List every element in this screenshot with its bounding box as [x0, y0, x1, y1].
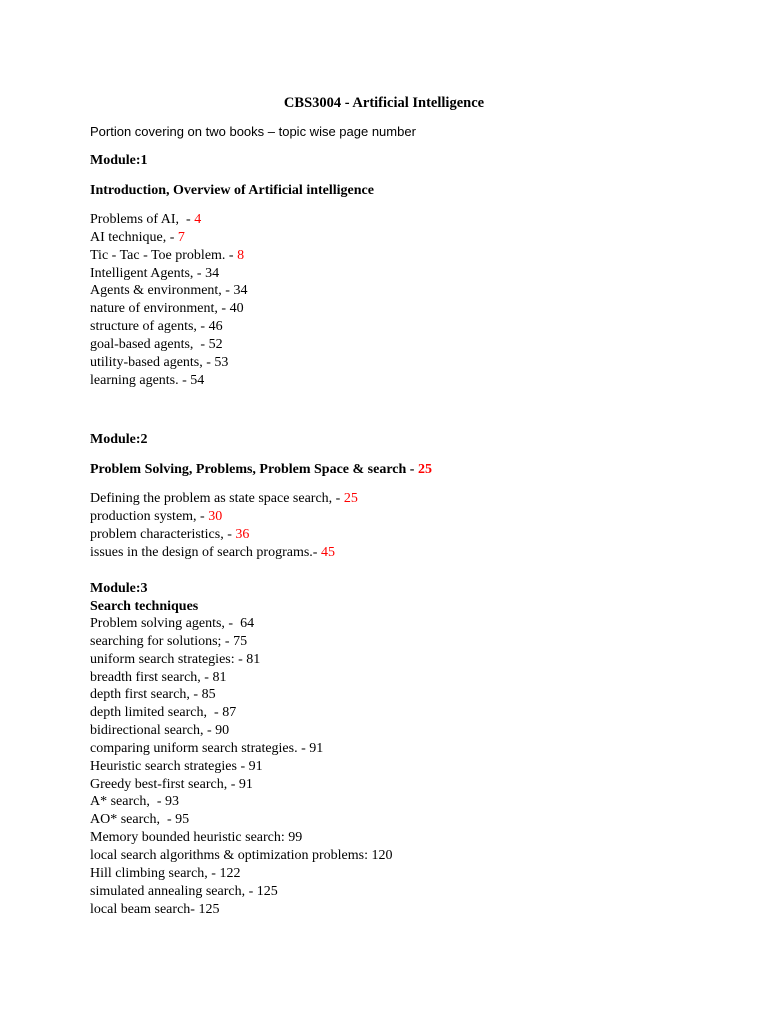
- topic-page-number: 122: [219, 865, 241, 881]
- topic-line: [90, 686, 393, 704]
- topic-page-number: 99: [288, 830, 303, 846]
- topic-page-number: 46: [208, 319, 223, 335]
- topic-line: [90, 544, 358, 562]
- topic-text: AI technique, -: [90, 229, 178, 245]
- module-2-label: [90, 431, 148, 449]
- module-label: Module:1: [90, 153, 148, 168]
- topic-line: [90, 901, 393, 919]
- topic-page-number: 93: [165, 794, 180, 810]
- topic-page-number: 53: [214, 354, 229, 370]
- topic-text: production system, -: [90, 508, 209, 524]
- topic-text: Hill climbing search, -: [90, 865, 220, 881]
- topic-line: [90, 669, 393, 687]
- topic-text: Problem solving agents, -: [90, 616, 241, 631]
- topic-text: Agents & environment, -: [90, 283, 234, 299]
- topic-page-number: 87: [222, 705, 237, 721]
- topic-line: [90, 651, 393, 669]
- topic-text: Greedy best-first search, -: [90, 776, 239, 792]
- module-heading-text: Problem Solving, Problems, Problem Space & search -: [90, 462, 418, 477]
- module-2-topic-list: [90, 490, 358, 561]
- module-label: Module:3: [90, 581, 148, 596]
- topic-line: [90, 865, 393, 883]
- topic-line: [90, 247, 247, 265]
- topic-line: [90, 758, 393, 776]
- topic-text: Heuristic search strategies -: [90, 758, 249, 774]
- topic-page-number: 125: [256, 883, 278, 899]
- topic-line: [90, 508, 358, 526]
- topic-text: local search algorithms & optimization problems:: [90, 847, 372, 863]
- module-2-heading: [90, 461, 432, 479]
- topic-page-number: 25: [343, 491, 358, 506]
- module-label: Module:2: [90, 432, 148, 447]
- topic-line: [90, 372, 247, 390]
- module-heading: Introduction, Overview of Artificial intelligence: [90, 183, 374, 198]
- topic-page-number: 8: [237, 247, 245, 263]
- topic-page-number: 81: [212, 669, 227, 685]
- topic-page-number: 36: [235, 526, 250, 542]
- topic-text: nature of environment, -: [90, 301, 230, 317]
- topic-text: problem characteristics, -: [90, 526, 236, 542]
- topic-text: local beam search-: [90, 901, 199, 917]
- topic-page-number: 54: [190, 372, 205, 388]
- topic-line: [90, 883, 393, 901]
- topic-line: [90, 265, 247, 283]
- topic-page-number: 95: [175, 812, 190, 828]
- module-1-label: [90, 152, 148, 170]
- topic-text: AO* search, -: [90, 812, 176, 828]
- topic-line: [90, 722, 393, 740]
- topic-line: [90, 633, 393, 651]
- topic-page-number: 85: [201, 687, 216, 703]
- topic-page-number: 91: [238, 776, 253, 792]
- topic-text: Problems of AI, -: [90, 212, 195, 227]
- module-1-topic-list: [90, 211, 247, 389]
- topic-page-number: 120: [371, 847, 393, 863]
- topic-line: [90, 526, 358, 544]
- topic-text: depth limited search, -: [90, 705, 223, 721]
- topic-page-number: 91: [309, 740, 324, 756]
- topic-page-number: 45: [320, 544, 335, 560]
- module-heading: Search techniques: [90, 599, 199, 614]
- document-subtitle: Portion covering on two books – topic wise page number: [90, 124, 416, 139]
- topic-page-number: 34: [205, 265, 220, 281]
- topic-page-number: 4: [194, 212, 202, 227]
- topic-line: [90, 211, 247, 229]
- topic-page-number: 64: [240, 616, 255, 631]
- topic-text: uniform search strategies: -: [90, 651, 247, 667]
- module-3-heading: [90, 598, 198, 616]
- topic-text: issues in the design of search programs.-: [90, 544, 321, 560]
- topic-line: [90, 793, 393, 811]
- topic-text: Memory bounded heuristic search:: [90, 830, 289, 846]
- module-1-heading: [90, 182, 374, 200]
- topic-text: utility-based agents, -: [90, 354, 215, 370]
- topic-line: [90, 847, 393, 865]
- topic-line: [90, 229, 247, 247]
- topic-line: [90, 811, 393, 829]
- topic-text: goal-based agents, -: [90, 336, 209, 352]
- topic-text: depth first search, -: [90, 687, 202, 703]
- topic-page-number: 40: [229, 301, 244, 317]
- topic-line: [90, 829, 393, 847]
- topic-line: [90, 300, 247, 318]
- topic-line: [90, 490, 358, 508]
- topic-page-number: 52: [208, 336, 223, 352]
- module-3-topic-list: [90, 615, 393, 918]
- topic-text: Tic - Tac - Toe problem. -: [90, 247, 238, 263]
- topic-text: A* search, -: [90, 794, 166, 810]
- topic-text: searching for solutions; -: [90, 633, 234, 649]
- topic-page-number: 91: [248, 758, 263, 774]
- topic-page-number: 81: [246, 651, 261, 667]
- topic-line: [90, 704, 393, 722]
- topic-page-number: 125: [198, 901, 220, 917]
- module-heading-page: 25: [417, 462, 432, 477]
- topic-page-number: 7: [177, 229, 185, 245]
- module-3-label: [90, 580, 148, 598]
- topic-text: comparing uniform search strategies. -: [90, 740, 310, 756]
- topic-line: [90, 282, 247, 300]
- topic-line: [90, 615, 393, 633]
- topic-line: [90, 336, 247, 354]
- topic-text: learning agents. -: [90, 372, 191, 388]
- topic-text: breadth first search, -: [90, 669, 213, 685]
- topic-line: [90, 740, 393, 758]
- module-heading: [90, 461, 432, 479]
- topic-text: bidirectional search, -: [90, 723, 216, 739]
- topic-line: [90, 776, 393, 794]
- topic-page-number: 90: [215, 723, 230, 739]
- topic-text: Defining the problem as state space search, -: [90, 491, 344, 506]
- topic-text: structure of agents, -: [90, 319, 209, 335]
- topic-text: Intelligent Agents, -: [90, 265, 206, 281]
- topic-page-number: 30: [208, 508, 223, 524]
- topic-text: simulated annealing search, -: [90, 883, 257, 899]
- topic-line: [90, 354, 247, 372]
- document-title: CBS3004 - Artificial Intelligence: [283, 95, 485, 111]
- topic-page-number: 34: [233, 283, 248, 299]
- topic-line: [90, 318, 247, 336]
- topic-page-number: 75: [233, 633, 248, 649]
